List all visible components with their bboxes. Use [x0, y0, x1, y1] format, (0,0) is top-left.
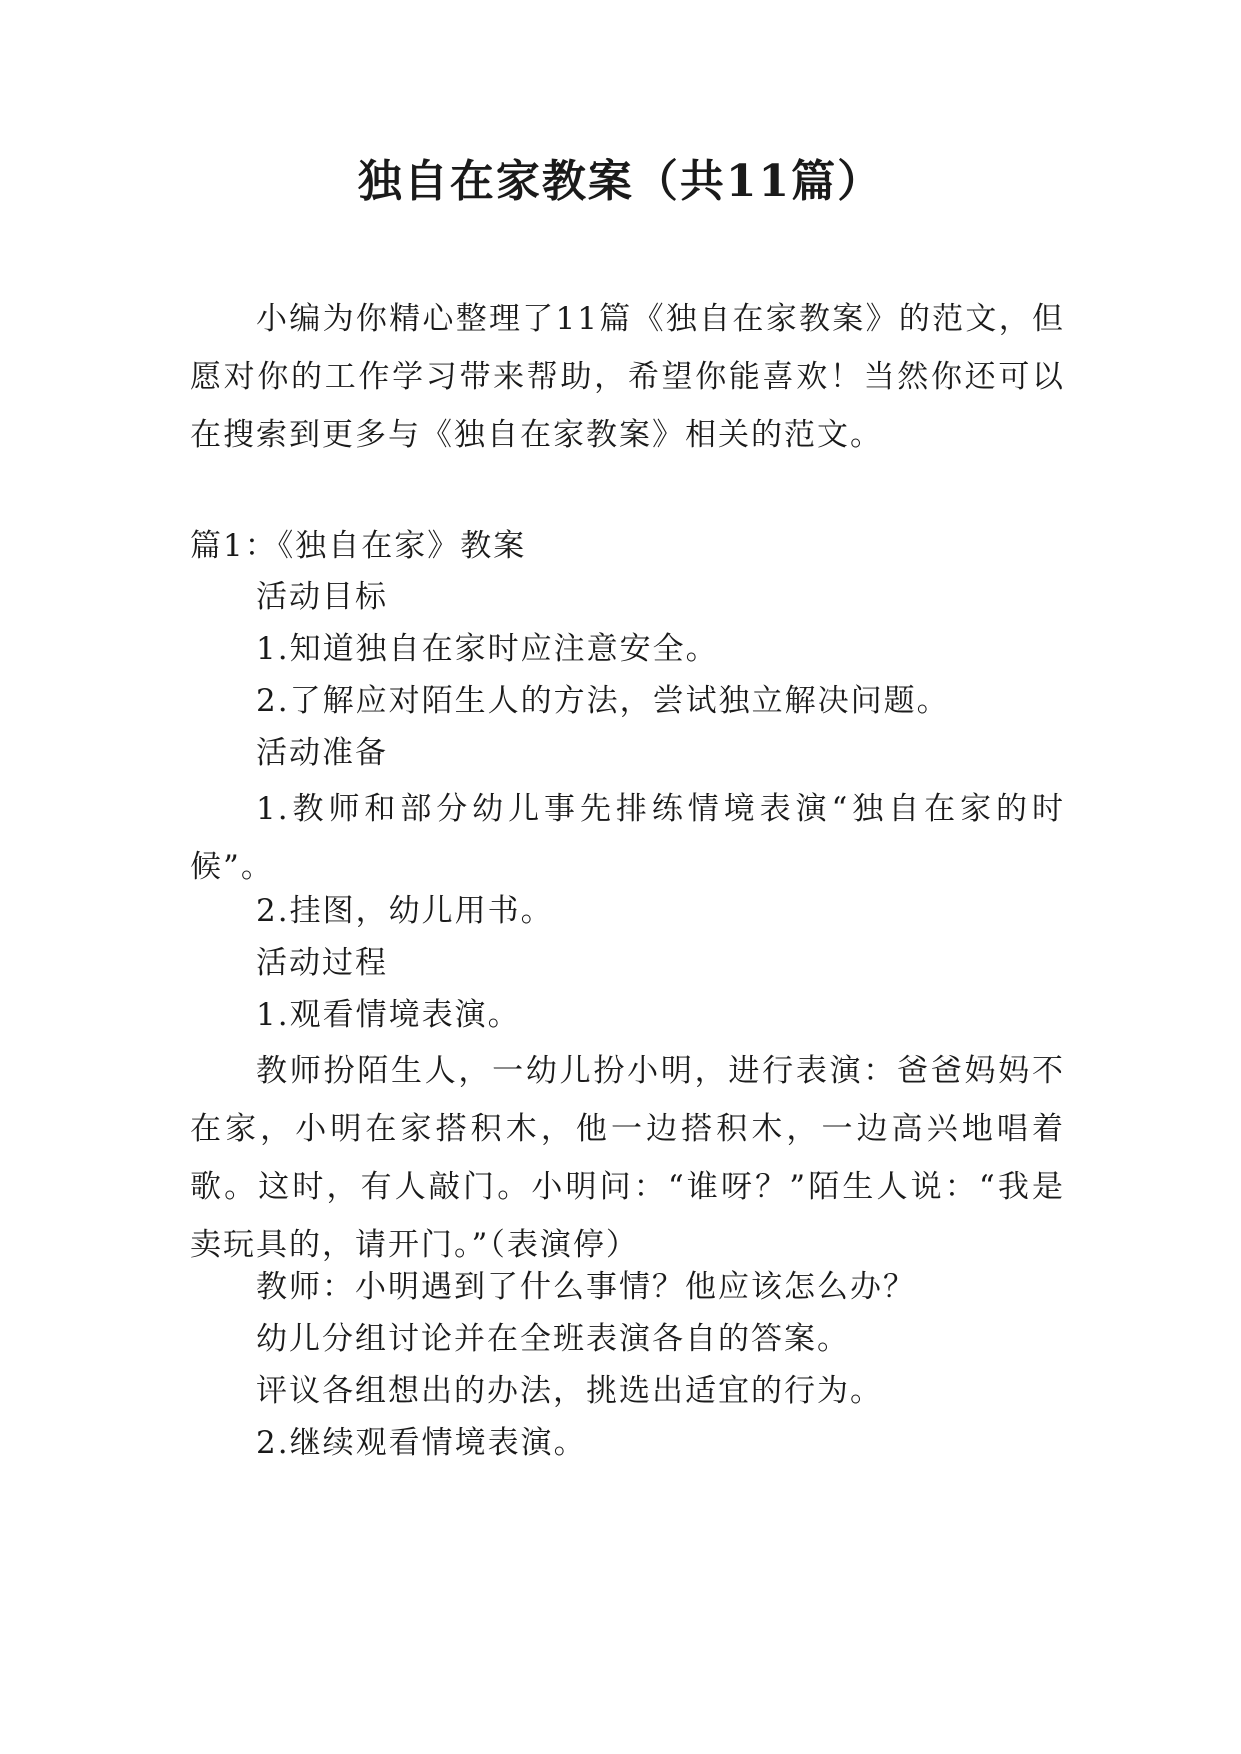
- process-item-2: 2.继续观看情境表演。: [256, 1425, 587, 1461]
- evaluation-line: 评议各组想出的办法，挑选出适宜的行为。: [256, 1373, 883, 1409]
- intro-paragraph: 小编为你精心整理了11篇《独自在家教案》的范文，但愿对你的工作学习带来帮助，希望你能喜欢！当然你还可以在搜索到更多与《独自在家教案》相关的范文。: [190, 301, 1065, 453]
- prep-heading: 活动准备: [256, 735, 388, 771]
- process-paragraph: 教师扮陌生人，一幼儿扮小明，进行表演：爸爸妈妈不在家，小明在家搭积木，他一边搭积木，一边高兴地唱着歌。这时，有人敲门。小明问：“谁呀？”陌生人说：“我是卖玩具的，请开门。”（表演停）: [190, 1053, 1065, 1263]
- goal-heading: 活动目标: [256, 579, 388, 615]
- goal-item-2: 2.了解应对陌生人的方法，尝试独立解决问题。: [256, 683, 950, 719]
- document-title: 独自在家教案（共11篇）: [357, 156, 884, 207]
- prep-item-1: 1.教师和部分幼儿事先排练情境表演“独自在家的时候”。: [190, 791, 1065, 885]
- process-item-1: 1.观看情境表演。: [256, 997, 521, 1033]
- teacher-question: 教师：小明遇到了什么事情？他应该怎么办？: [256, 1269, 916, 1305]
- discussion-line: 幼儿分组讨论并在全班表演各自的答案。: [256, 1321, 850, 1357]
- process-heading: 活动过程: [256, 945, 388, 981]
- section-heading: 篇1：《独自在家》教案: [190, 528, 527, 564]
- goal-item-1: 1.知道独自在家时应注意安全。: [256, 631, 719, 667]
- prep-item-2: 2.挂图，幼儿用书。: [256, 893, 554, 929]
